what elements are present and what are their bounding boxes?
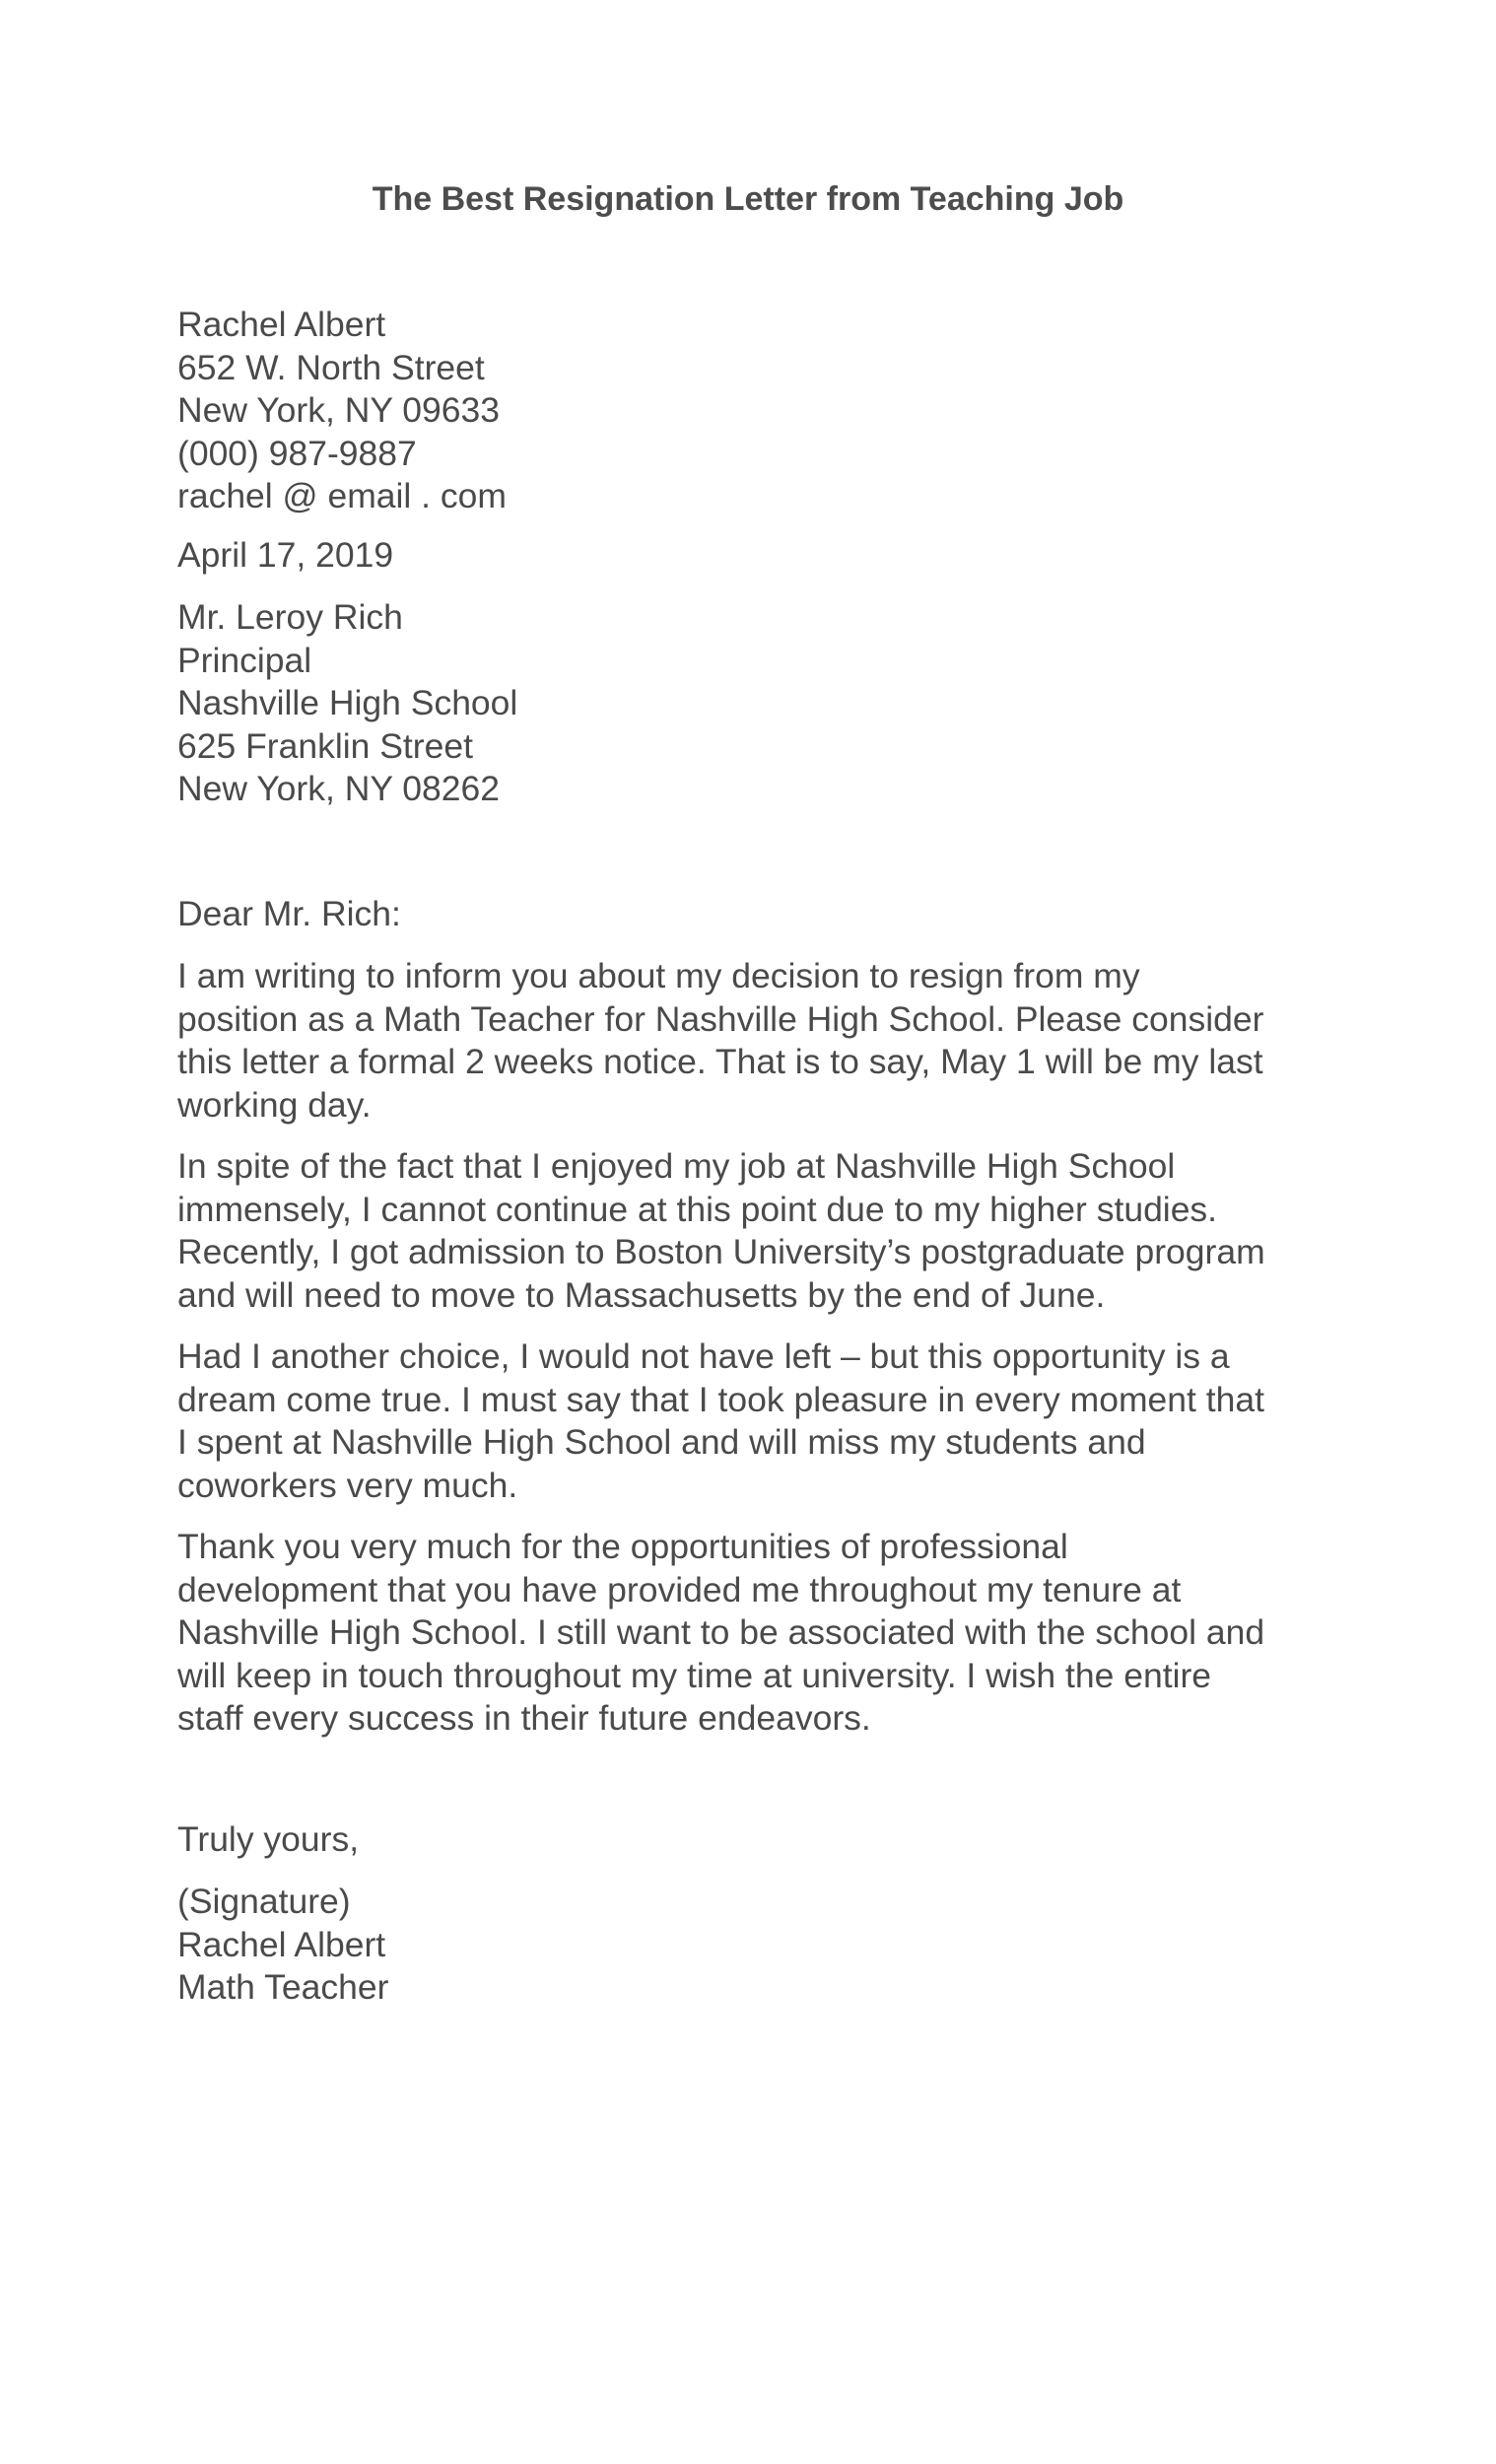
sender-street: 652 W. North Street <box>177 347 485 387</box>
paragraph-line: and will need to move to Massachusetts by the end of June. <box>177 1274 1106 1315</box>
signature-block <box>177 1881 1340 2010</box>
salutation <box>177 893 1340 936</box>
paragraph-line: position as a Math Teacher for Nashville High School. Please consider <box>177 998 1264 1039</box>
signature-role: Math Teacher <box>177 1967 389 2007</box>
paragraph-line: staff every success in their future endeavors. <box>177 1698 871 1738</box>
recipient-address <box>177 596 1340 811</box>
sender-phone: (000) 987-9887 <box>177 433 417 473</box>
paragraph-line: Thank you very much for the opportunities of professional <box>177 1527 1068 1566</box>
paragraph-line: dream come true. I must say that I took pleasure in every moment that <box>177 1379 1264 1419</box>
paragraph-line: In spite of the fact that I enjoyed my job at Nashville High School <box>177 1146 1176 1186</box>
paragraph-line: Recently, I got admission to Boston University’s postgraduate program <box>177 1232 1265 1271</box>
closing-text: Truly yours, <box>177 1819 360 1859</box>
paragraph-line: this letter a formal 2 weeks notice. That is to say, May 1 will be my last <box>177 1042 1263 1081</box>
paragraph-line: Had I another choice, I would not have left – but this opportunity is a <box>177 1336 1230 1376</box>
paragraph-4 <box>177 1526 1340 1741</box>
paragraph-1 <box>177 955 1340 1127</box>
recipient-city: New York, NY 08262 <box>177 769 500 808</box>
date-text: April 17, 2019 <box>177 535 394 575</box>
sender-city: New York, NY 09633 <box>177 390 500 430</box>
recipient-name: Mr. Leroy Rich <box>177 597 403 637</box>
recipient-school: Nashville High School <box>177 683 518 722</box>
sender-email: rachel @ email . com <box>177 476 507 515</box>
paragraph-line: immensely, I cannot continue at this point due to my higher studies. <box>177 1189 1218 1229</box>
letter-date <box>177 534 1340 578</box>
paragraph-line: I am writing to inform you about my decision to resign from my <box>177 956 1140 995</box>
closing <box>177 1818 1340 1862</box>
paragraph-line: will keep in touch throughout my time at university. I wish the entire <box>177 1655 1212 1695</box>
paragraph-line: development that you have provided me throughout my tenure at <box>177 1569 1182 1609</box>
paragraph-line: working day. <box>177 1084 372 1125</box>
signature-placeholder: (Signature) <box>177 1882 351 1921</box>
paragraph-3 <box>177 1335 1340 1507</box>
salutation-text: Dear Mr. Rich: <box>177 894 401 933</box>
sender-name: Rachel Albert <box>177 305 386 344</box>
paragraph-2 <box>177 1145 1340 1317</box>
sender-address <box>177 304 1340 518</box>
letter-title: The Best Resignation Letter from Teaching Job <box>372 180 1124 218</box>
recipient-street: 625 Franklin Street <box>177 725 473 766</box>
signature-name: Rachel Albert <box>177 1924 386 1964</box>
recipient-title: Principal <box>177 640 312 680</box>
paragraph-line: coworkers very much. <box>177 1465 518 1505</box>
paragraph-line: I spent at Nashville High School and will miss my students and <box>177 1422 1146 1462</box>
paragraph-line: Nashville High School. I still want to be associated with the school and <box>177 1612 1265 1652</box>
